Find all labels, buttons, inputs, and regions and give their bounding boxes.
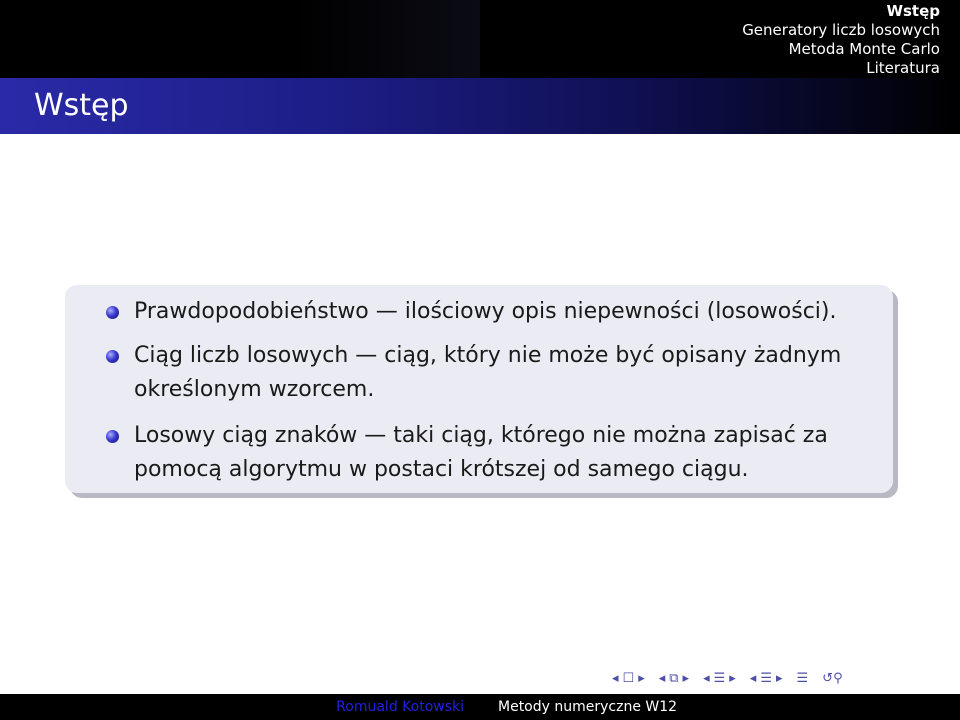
navigation-symbols: [612, 667, 957, 691]
content-block: [65, 285, 893, 493]
section-navigation: [480, 0, 960, 78]
frame-prev-icon[interactable]: ◂: [658, 671, 666, 686]
list-item-text: Losowy ciąg znaków — taki ciąg, którego nie można zapisać za pomocą algorytmu w postaci krótszej od samego ciągu.: [134, 423, 828, 482]
footer-bar: [0, 694, 960, 720]
nav-section-generatory[interactable]: Generatory liczb losowych: [742, 21, 940, 39]
slide-prev-icon[interactable]: ◂: [612, 671, 619, 686]
bullet-icon: [106, 306, 119, 319]
nav-section-literatura[interactable]: Literatura: [866, 59, 940, 77]
bullet-icon: [106, 430, 119, 443]
section-next-icon[interactable]: ▸: [775, 671, 783, 686]
subsection-icon[interactable]: ☰: [713, 671, 726, 686]
section-prev-icon[interactable]: ◂: [749, 671, 757, 686]
nav-section-monte-carlo[interactable]: Metoda Monte Carlo: [788, 40, 940, 58]
footer-author: Romuald Kotowski: [0, 694, 480, 720]
frame-icon[interactable]: ⧉: [669, 671, 679, 686]
subsection-next-icon[interactable]: ▸: [729, 671, 736, 686]
list-item-text: Prawdopodobieństwo — ilościowy opis niepewności (losowości).: [134, 299, 837, 324]
frame-title: Wstęp: [34, 88, 129, 123]
bullet-icon: [106, 350, 119, 363]
align-icon[interactable]: ☰: [796, 671, 809, 686]
header-left: [0, 0, 480, 78]
frame-title-bar: [0, 78, 960, 134]
slide-next-icon[interactable]: ▸: [638, 671, 645, 686]
header-right: [480, 0, 960, 78]
section-icon[interactable]: ☰: [760, 671, 772, 686]
list-item-text: Ciąg liczb losowych — ciąg, który nie może być opisany żadnym określonym wzorcem.: [134, 343, 842, 402]
frame-next-icon[interactable]: ▸: [682, 671, 690, 686]
search-icon[interactable]: ↺⚲: [822, 671, 843, 686]
footer-title: Metody numeryczne W12: [480, 694, 960, 720]
subsection-prev-icon[interactable]: ◂: [703, 671, 710, 686]
header-bar: [0, 0, 960, 78]
nav-section-wstep[interactable]: Wstęp: [886, 2, 940, 20]
slide-icon[interactable]: ☐: [622, 671, 635, 686]
